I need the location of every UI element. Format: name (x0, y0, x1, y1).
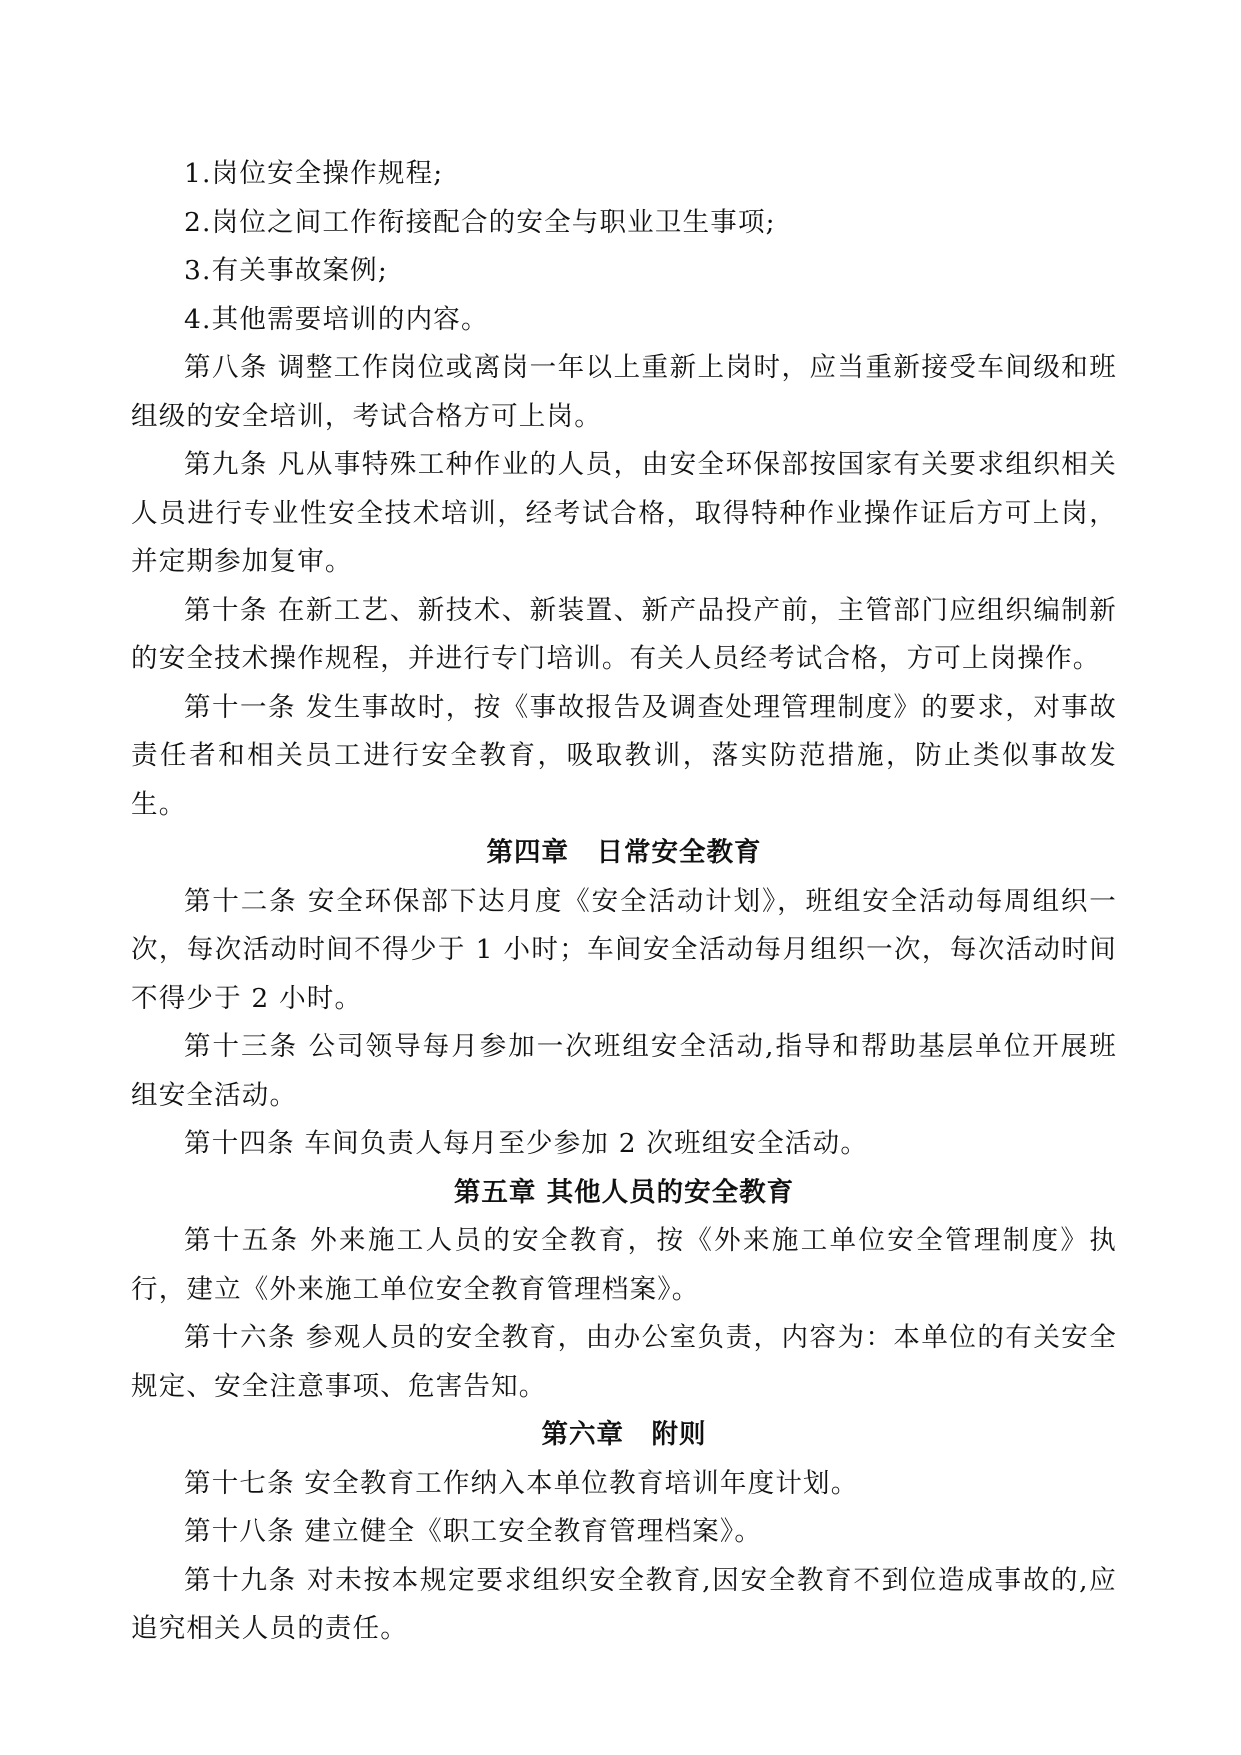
article-11: 第十一条 发生事故时，按《事故报告及调查处理管理制度》的要求，对事故责任者和相关员工进行安全教育，吸取教训，落实防范措施，防止类似事故发生。 (131, 691, 1117, 820)
article-17: 第十七条 安全教育工作纳入本单位教育培训年度计划。 (184, 1467, 859, 1499)
chapter-4-heading: 第四章 日常安全教育 (486, 837, 762, 868)
article-13: 第十三条 公司领导每月参加一次班组安全活动,指导和帮助基层单位开展班组安全活动。 (131, 1031, 1117, 1111)
article-12: 第十二条 安全环保部下达月度《安全活动计划》，班组安全活动每周组织一次，每次活动时间不得少于 1 小时；车间安全活动每月组织一次，每次活动时间不得少于 2 小时。 (131, 885, 1117, 1014)
article-18: 第十八条 建立健全《职工安全教育管理档案》。 (184, 1516, 763, 1547)
chapter-6-heading: 第六章 附则 (541, 1419, 707, 1450)
article-15: 第十五条 外来施工人员的安全教育，按《外来施工单位安全管理制度》执行，建立《外来施工单位安全教育管理档案》。 (131, 1225, 1117, 1305)
list-item-3: 3.有关事故案例; (184, 255, 389, 286)
article-14: 第十四条 车间负责人每月至少参加 2 次班组安全活动。 (184, 1128, 869, 1159)
list-item-1: 1.岗位安全操作规程; (184, 158, 444, 189)
article-10: 第十条 在新工艺、新技术、新装置、新产品投产前，主管部门应组织编制新的安全技术操作规程，并进行专门培训。有关人员经考试合格，方可上岗操作。 (131, 594, 1117, 674)
article-16: 第十六条 参观人员的安全教育，由办公室负责，内容为：本单位的有关安全规定、安全注意事项、危害告知。 (131, 1322, 1117, 1402)
chapter-5-heading: 第五章 其他人员的安全教育 (453, 1176, 795, 1208)
list-item-4: 4.其他需要培训的内容。 (184, 303, 489, 335)
article-19: 第十九条 对未按本规定要求组织安全教育,因安全教育不到位造成事故的,应追究相关人员的责任。 (131, 1564, 1117, 1644)
article-9: 第九条 凡从事特殊工种作业的人员，由安全环保部按国家有关要求组织相关人员进行专业性安全技术培训，经考试合格，取得特种作业操作证后方可上岗，并定期参加复审。 (131, 449, 1117, 577)
document-page (131, 150, 1117, 1654)
article-8: 第八条 调整工作岗位或离岗一年以上重新上岗时，应当重新接受车间级和班组级的安全培训，考试合格方可上岗。 (131, 352, 1117, 432)
list-item-2: 2.岗位之间工作衔接配合的安全与职业卫生事项; (184, 206, 776, 238)
